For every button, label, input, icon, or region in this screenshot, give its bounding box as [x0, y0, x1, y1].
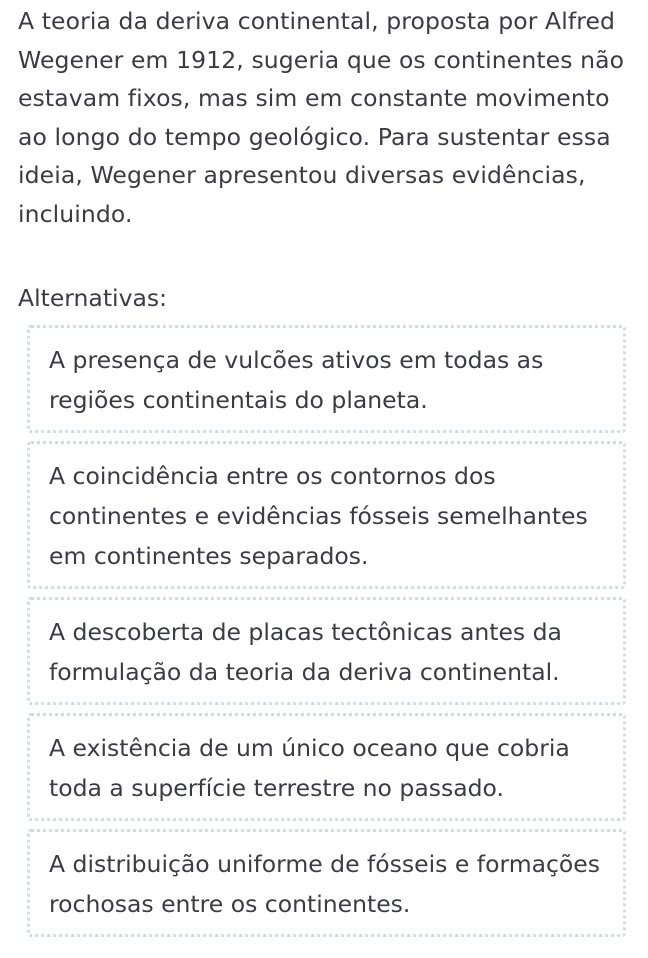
- option-a[interactable]: [27, 325, 626, 433]
- option-d[interactable]: [27, 713, 626, 821]
- option-c[interactable]: [27, 597, 626, 705]
- option-b[interactable]: [27, 441, 626, 589]
- option-b-text: A coincidência entre os contornos dos continentes e evidências fósseis semelhantes em continentes separados.: [49, 462, 588, 570]
- alternatives-heading: Alternativas:: [18, 284, 168, 312]
- options-list: [27, 325, 626, 937]
- option-e[interactable]: [27, 829, 626, 937]
- option-c-text: A descoberta de placas tectônicas antes da formulação da teoria da deriva continental.: [49, 618, 562, 686]
- option-d-text: A existência de um único oceano que cobria toda a superfície terrestre no passado.: [49, 734, 570, 802]
- option-e-text: A distribuição uniforme de fósseis e formações rochosas entre os continentes.: [49, 850, 600, 918]
- option-a-text: A presença de vulcões ativos em todas as regiões continentais do planeta.: [49, 346, 544, 414]
- question-text: A teoria da deriva continental, proposta por Alfred Wegener em 1912, sugeria que os continentes não estavam fixos, mas sim em constante movimento ao longo do tempo geológico. Para sustentar essa ideia, Wegener apresentou diversas evidências, incluindo.: [18, 7, 625, 228]
